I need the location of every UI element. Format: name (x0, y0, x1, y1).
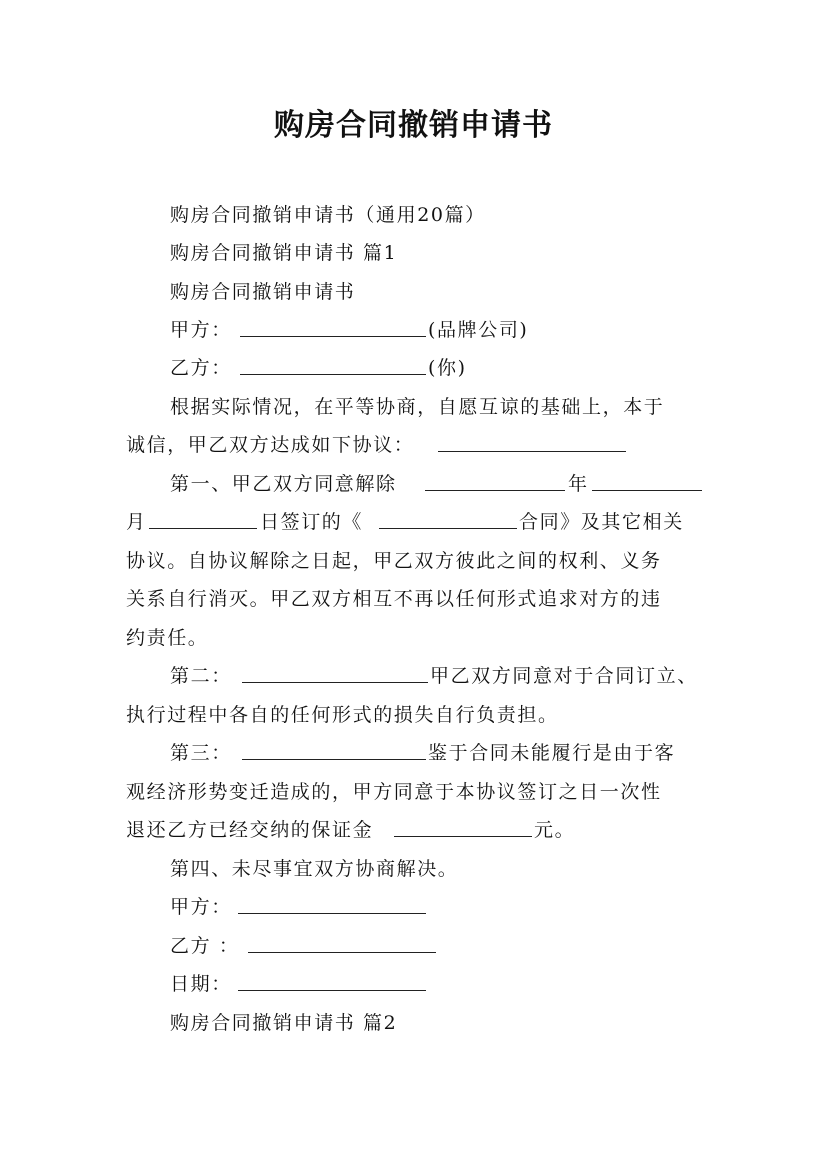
party-a-line (0, 315, 827, 352)
contract-name-blank (379, 528, 517, 529)
clause-two-blank (242, 682, 428, 683)
text-span: 诚信，甲乙双方达成如下协议： (126, 434, 415, 456)
text-line (0, 238, 827, 275)
year-blank (425, 490, 565, 491)
text-span: 根据实际情况，在平等协商，自愿互谅的基础上，本于 (170, 396, 665, 418)
text-span: 第三： (170, 742, 232, 764)
day-blank (149, 528, 257, 529)
text-line (0, 738, 827, 775)
text-span: 购房合同撤销申请书 (170, 281, 356, 303)
text-span: 协议。自协议解除之日起，甲乙双方彼此之间的权利、义务 (126, 550, 662, 572)
signature-a-blank (238, 913, 426, 914)
text-span: 鉴于合同未能履行是由于客 (428, 742, 676, 764)
text-line (0, 469, 827, 506)
party-a-label: 甲方： (170, 319, 232, 341)
text-span: 年 (568, 473, 589, 495)
text-line (0, 777, 827, 814)
signature-b-line (0, 931, 827, 968)
text-line (0, 1008, 827, 1045)
text-span: 日签订的《 (260, 511, 364, 533)
text-line (0, 623, 827, 660)
section-heading: 购房合同撤销申请书 篇1 (170, 242, 398, 264)
text-span: 月 (126, 511, 147, 533)
text-span: 第四、未尽事宜双方协商解决。 (170, 858, 459, 880)
text-line (0, 392, 827, 429)
party-a-blank (240, 336, 426, 337)
text-span: 第一、甲乙双方同意解除 (170, 473, 397, 495)
text-span: 元。 (534, 819, 576, 841)
signature-a-label: 甲方： (170, 896, 232, 918)
section-heading: 购房合同撤销申请书 篇2 (170, 1012, 398, 1034)
text-line (0, 661, 827, 698)
date-label: 日期： (170, 973, 232, 995)
date-line (0, 969, 827, 1006)
text-line (0, 546, 827, 583)
agreement-blank (438, 451, 626, 452)
text-line (0, 700, 827, 737)
text-span: 执行过程中各自的任何形式的损失自行负责担。 (126, 704, 559, 726)
party-b-note: (你) (428, 357, 467, 379)
text-span: 约责任。 (126, 627, 209, 649)
text-line (0, 200, 827, 237)
text-line (0, 815, 827, 852)
text-span: 甲乙双方同意对于合同订立、 (430, 665, 698, 687)
text-span: 关系自行消灭。甲乙双方相互不再以任何形式追求对方的违 (126, 588, 662, 610)
text-line (0, 854, 827, 891)
text-line (0, 507, 827, 544)
text-line (0, 584, 827, 621)
text-line (0, 277, 827, 314)
date-blank (238, 990, 426, 991)
party-b-blank (240, 374, 426, 375)
clause-three-blank (242, 759, 426, 760)
party-b-label: 乙方： (170, 357, 232, 379)
document-title: 购房合同撤销申请书 (274, 108, 553, 143)
deposit-amount-blank (394, 836, 532, 837)
signature-b-blank (248, 952, 436, 953)
text-span: 合同》及其它相关 (519, 511, 684, 533)
signature-a-line (0, 892, 827, 929)
text-line (0, 430, 827, 467)
party-a-note: (品牌公司) (428, 319, 529, 341)
text-span: 退还乙方已经交纳的保证金 (126, 819, 374, 841)
subtitle: 购房合同撤销申请书（通用20篇） (170, 204, 486, 226)
text-span: 第二： (170, 665, 232, 687)
party-b-line (0, 353, 827, 390)
signature-b-label: 乙方 ： (170, 935, 240, 957)
month-blank (592, 490, 702, 491)
text-span: 观经济形势变迁造成的，甲方同意于本协议签订之日一次性 (126, 781, 662, 803)
